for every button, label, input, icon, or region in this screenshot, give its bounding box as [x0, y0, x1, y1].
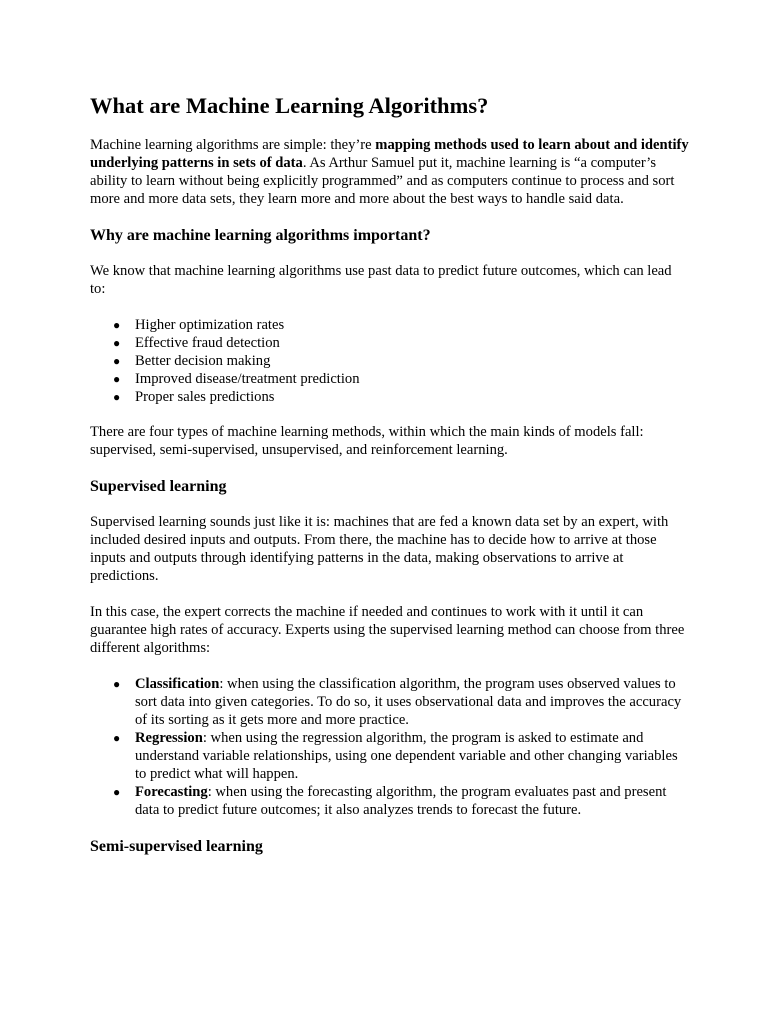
section-heading-semi-supervised: Semi-supervised learning: [90, 838, 263, 855]
list-item-text: Proper sales predictions: [135, 389, 275, 405]
intro-paragraph: [90, 136, 690, 208]
bullet-icon: ●: [113, 354, 121, 368]
bullet-icon: ●: [113, 318, 121, 332]
algorithm-description: : when using the classification algorithm, the program uses observed values to sort data into given categories. To do so, it uses observational data and improves the accuracy of its sorting as it gets more and more practice.: [135, 676, 682, 728]
list-item-text: Better decision making: [135, 353, 271, 369]
intro-text-pre: Machine learning algorithms are simple: they’re: [90, 137, 376, 153]
benefits-list: [90, 316, 690, 406]
why-lead-paragraph: We know that machine learning algorithms use past data to predict future outcomes, which can lead to:: [90, 263, 672, 297]
algorithm-description: : when using the forecasting algorithm, the program evaluates past and present data to predict future outcomes; it also analyzes trends to forecast the future.: [135, 784, 667, 818]
supervised-paragraph-1: Supervised learning sounds just like it is: machines that are fed a known data set by an expert, with included desired inputs and outputs. From there, the machine has to decide how to arrive at those inputs and outputs through identifying patterns in the data, making observations to arrive at predictions.: [90, 514, 669, 584]
algorithm-term: Regression: [135, 730, 203, 746]
algorithm-description: : when using the regression algorithm, the program is asked to estimate and understand variable relationships, using one dependent variable and other changing variables to predict what will happen.: [135, 730, 678, 782]
bullet-icon: ●: [113, 677, 121, 691]
list-item-text: Effective fraud detection: [135, 335, 280, 351]
list-item: [113, 675, 690, 729]
section-heading-why: Why are machine learning algorithms important?: [90, 227, 431, 244]
bullet-icon: ●: [113, 336, 121, 350]
bullet-icon: ●: [113, 785, 121, 799]
bullet-icon: ●: [113, 390, 121, 404]
list-item-text: Higher optimization rates: [135, 317, 285, 333]
algorithm-term: Forecasting: [135, 784, 208, 800]
list-item: [113, 783, 690, 819]
algorithm-term: Classification: [135, 676, 220, 692]
supervised-paragraph-2: In this case, the expert corrects the machine if needed and continues to work with it until it can guarantee high rates of accuracy. Experts using the supervised learning method can choose from three different algorithms:: [90, 604, 685, 656]
types-paragraph: There are four types of machine learning methods, within which the main kinds of models fall: supervised, semi-supervised, unsupervised, and reinforcement learning.: [90, 424, 644, 458]
list-item-text: Improved disease/treatment prediction: [135, 371, 360, 387]
list-item: [113, 316, 690, 334]
intro-text-post: . As Arthur Samuel put it, machine learning is “a computer’s ability to learn without being explicitly programmed” and as computers continue to process and sort more and more data sets, they learn more and more about the best ways to handle said data.: [90, 155, 675, 207]
algorithms-list: [90, 675, 690, 819]
page-title: What are Machine Learning Algorithms?: [90, 93, 489, 118]
document-page: [90, 92, 690, 873]
section-heading-supervised: Supervised learning: [90, 478, 227, 495]
bullet-icon: ●: [113, 372, 121, 386]
list-item: [113, 352, 690, 370]
list-item: [113, 729, 690, 783]
intro-text-bold: mapping methods used to learn about and identify underlying patterns in sets of data: [90, 137, 689, 171]
list-item: [113, 370, 690, 388]
bullet-icon: ●: [113, 731, 121, 745]
list-item: [113, 388, 690, 406]
list-item: [113, 334, 690, 352]
